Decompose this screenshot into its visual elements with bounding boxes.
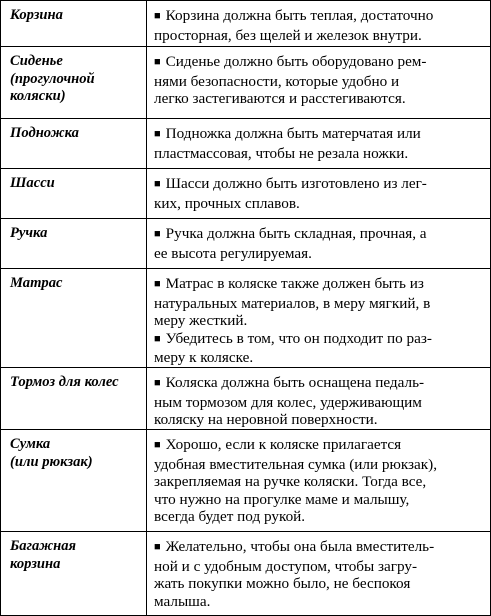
- square-bullet-icon: ■: [154, 10, 161, 22]
- square-bullet-icon: ■: [154, 540, 161, 553]
- description-line: ■ Желательно, чтобы она была вместитель-: [154, 537, 435, 555]
- description-cell: [147, 169, 491, 219]
- description-line: что нужно на прогулке маме и малышу,: [154, 490, 410, 508]
- term-cell: [1, 429, 147, 531]
- square-bullet-icon: ■: [154, 438, 161, 451]
- description-cell: [147, 47, 491, 119]
- term-cell: [1, 1, 147, 47]
- description-line: натуральных материалов, в меру мягкий, в: [154, 294, 431, 312]
- description-line: легко застегиваются и расстегиваются.: [154, 90, 406, 108]
- description-line: ■ Шасси должно быть изготовлено из лег-: [154, 175, 427, 192]
- term-cell: [1, 169, 147, 219]
- description-cell: [147, 1, 491, 47]
- description-line: пластмассовая, чтобы не резала ножки.: [154, 144, 409, 162]
- description-line: меру к коляске.: [154, 349, 254, 367]
- description-line: ■ Сиденье должно быть оборудовано рем-: [154, 53, 427, 70]
- square-bullet-icon: ■: [154, 56, 161, 68]
- term-cell: [1, 219, 147, 269]
- description-cell: [147, 531, 491, 615]
- term-text: коляски): [10, 88, 66, 105]
- term-text: Ручка: [10, 225, 48, 241]
- term-cell: [1, 269, 147, 368]
- square-bullet-icon: ■: [154, 278, 161, 290]
- term-cell: [1, 119, 147, 169]
- square-bullet-icon: ■: [154, 228, 161, 240]
- term-text: Тормоз для колес: [10, 373, 119, 390]
- term-text: (или рюкзак): [10, 453, 93, 470]
- table-row: [1, 219, 491, 269]
- description-cell: [147, 119, 491, 169]
- term-text: Подножка: [10, 125, 79, 141]
- term-text: Сиденье: [10, 53, 63, 69]
- description-line: удобная вместительная сумка (или рюкзак),: [154, 455, 438, 473]
- description-line: закрепляемая на ручке коляски. Тогда все,: [154, 473, 427, 491]
- description-line: меру жесткий.: [154, 312, 248, 330]
- square-bullet-icon: ■: [154, 332, 161, 345]
- description-line: ■ Подножка должна быть матерчатая или: [154, 125, 421, 142]
- term-text: Сумка: [10, 435, 51, 452]
- description-line: малыша.: [154, 592, 211, 610]
- description-line: ■ Матрас в коляске также должен быть из: [154, 275, 424, 292]
- description-cell: [147, 219, 491, 269]
- square-bullet-icon: ■: [154, 376, 161, 389]
- description-line: ■ Ручка должна быть складная, прочная, а: [154, 225, 427, 242]
- table-row: [1, 531, 491, 615]
- table-row: [1, 269, 491, 368]
- description-line: ■ Коляска должна быть оснащена педаль-: [154, 373, 425, 391]
- square-bullet-icon: ■: [154, 178, 161, 190]
- table-row: [1, 169, 491, 219]
- description-cell: [147, 367, 491, 429]
- table-row: [1, 47, 491, 119]
- term-text: (прогулочной: [10, 70, 95, 87]
- square-bullet-icon: ■: [154, 128, 161, 140]
- term-cell: [1, 47, 147, 119]
- description-line: ной и с удобным доступом, чтобы загру-: [154, 557, 418, 575]
- description-line: ких, прочных сплавов.: [154, 194, 300, 212]
- table-row: [1, 429, 491, 531]
- description-line: ее высота регулируемая.: [154, 244, 312, 262]
- description-line: ■ Хорошо, если к коляске прилагается: [154, 435, 402, 453]
- description-cell: [147, 269, 491, 368]
- description-line: коляску на неровной поверхности.: [154, 411, 378, 429]
- term-cell: [1, 531, 147, 615]
- term-text: Матрас: [10, 275, 63, 291]
- term-text: Шасси: [10, 175, 55, 191]
- description-line: ным тормозом для колес, удерживающим: [154, 393, 422, 411]
- table-row: [1, 119, 491, 169]
- term-text: Корзина: [10, 7, 63, 23]
- table-row: [1, 367, 491, 429]
- description-line: жать покупки можно было, не беспокоя: [154, 575, 411, 593]
- description-line: ■ Убедитесь в том, что он подходит по раз-: [154, 329, 432, 347]
- description-line: ■ Корзина должна быть теплая, достаточно: [154, 7, 434, 24]
- description-line: всегда будет под рукой.: [154, 508, 306, 526]
- table-body: [1, 1, 491, 616]
- term-text: корзина: [10, 555, 61, 572]
- description-line: нями безопасности, которые удобно и: [154, 72, 400, 90]
- table-row: [1, 1, 491, 47]
- term-text: Багажная: [10, 537, 77, 554]
- description-cell: [147, 429, 491, 531]
- term-cell: [1, 367, 147, 429]
- description-line: просторная, без щелей и железок внутри.: [154, 26, 422, 44]
